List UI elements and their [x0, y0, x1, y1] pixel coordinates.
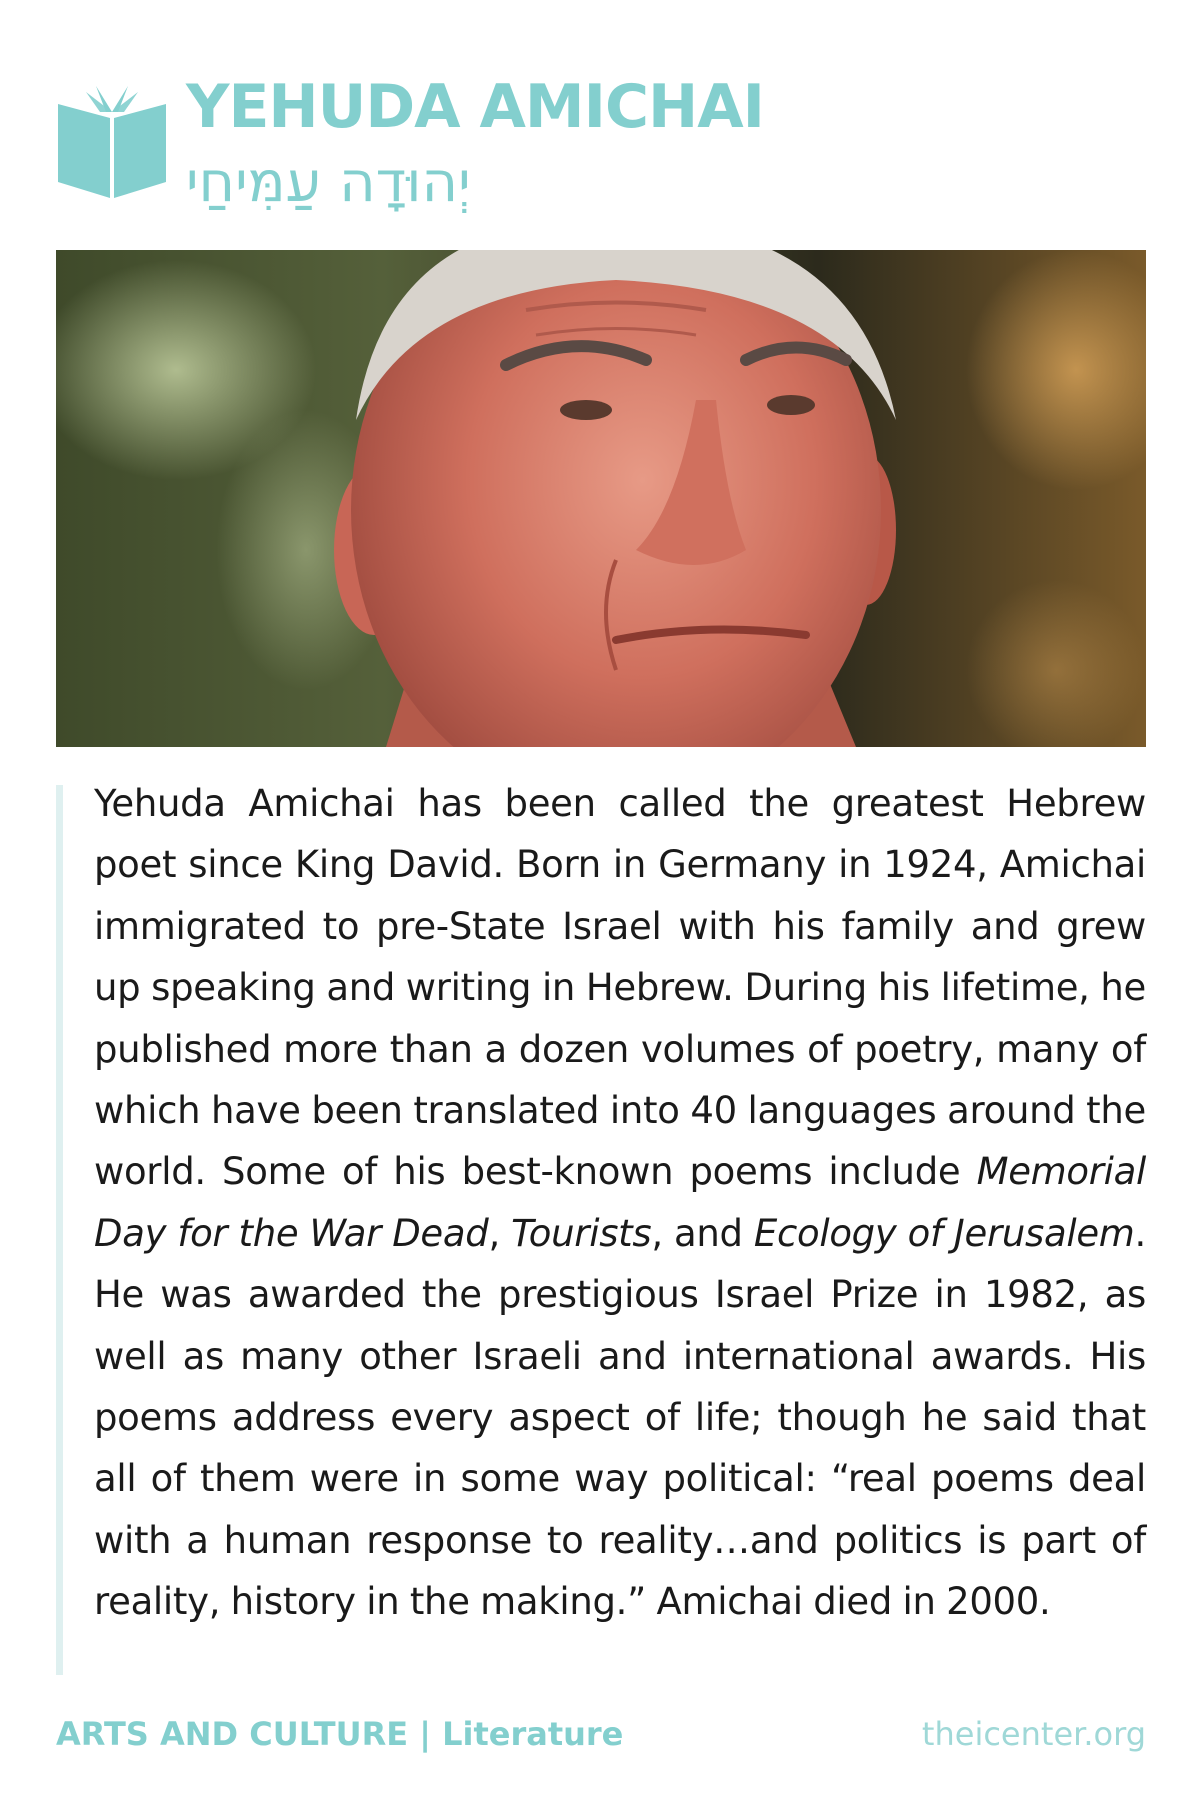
- poem-title: Tourists: [511, 1211, 652, 1255]
- website-link[interactable]: theicenter.org: [921, 1715, 1146, 1753]
- hebrew-title: יְהוּדָה עַמִּיחַי: [186, 150, 471, 215]
- header: [56, 72, 1146, 232]
- category-label: ARTS AND CULTURE: [56, 1715, 409, 1753]
- footer-category: [56, 1714, 623, 1754]
- bio-text: ,: [488, 1211, 512, 1255]
- bio-text: Yehuda Amichai has been called the greatest Hebrew poet since King David. Born in Germany in 1924, Amichai immigrated to pre-State Israel with his family and grew up speaking and writing in Hebrew. During his lifetime, he published more than a dozen volumes of poetry, many of which have been translated into 40 languages around the world. Some of his best-known poems include: [94, 782, 1146, 1194]
- bio-text: , and: [651, 1211, 754, 1255]
- bio-paragraph: [94, 773, 1146, 1633]
- accent-bar: [56, 785, 63, 1675]
- subcategory-label: Literature: [442, 1715, 624, 1753]
- category-divider: |: [408, 1715, 443, 1753]
- poem-title: Ecology of Jerusalem: [753, 1211, 1135, 1255]
- portrait-photo: [56, 250, 1146, 747]
- open-book-icon: [56, 82, 168, 202]
- bio-text: . He was awarded the prestigious Israel Prize in 1982, as well as many other Israeli and international awards. His poems address every aspect of life; though he said that all of them were in some way political: “real poems deal with a human response to reality…and politics is part of reality, history in the making.” Amichai died in 2000.: [94, 1211, 1147, 1624]
- page-title: YEHUDA AMICHAI: [186, 72, 764, 142]
- poem-title: Memorial Day for the War Dead: [94, 1150, 1146, 1255]
